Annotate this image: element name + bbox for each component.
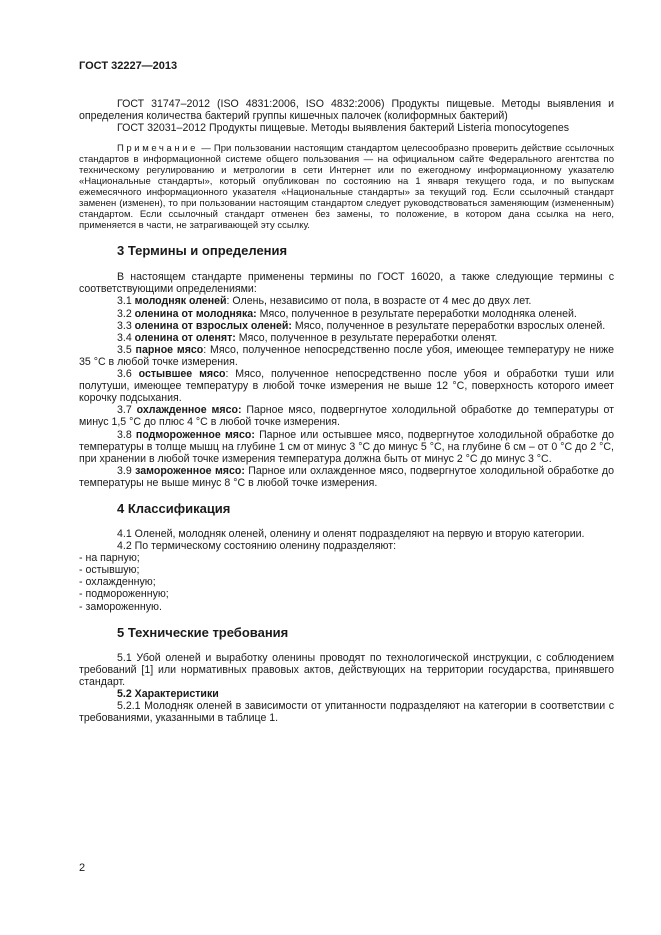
term-number: 3.5: [117, 343, 136, 356]
term-definition: [79, 320, 614, 332]
term-definition: [79, 332, 614, 344]
paragraph: 4.1 Оленей, молодняк оленей, оленину и оленят подразделяют на первую и вторую категории.: [117, 527, 585, 540]
term-text: Парное или остывшее мясо, подвергнутое холодильной обработке до температуры в толще мышц на глубине 1 см от минус 3 °С до минус 5 °С, на глубине 6 см – от 0 °С до 2 °С, при хранении в любой точке измерения температура должна быть от минус 2 °С до минус 3 °С.: [79, 428, 614, 465]
term-name: остывшее мясо: [138, 368, 226, 381]
term-text: Мясо, полученное в результате переработки взрослых оленей.: [291, 319, 606, 332]
term-name: оленина от оленят:: [134, 331, 236, 344]
subsection-heading: 5.2 Характеристики: [117, 687, 219, 700]
term-text: : Мясо, полученное непосредственно после убоя, имеющее температуру не ниже 35 °С в любой точке измерения.: [79, 343, 614, 368]
term-name: оленина от взрослых оленей:: [134, 319, 292, 332]
term-text: Мясо, полученное в результате переработки оленят.: [235, 331, 498, 344]
term-definition: [79, 429, 614, 465]
section-heading: 3 Термины и определения: [117, 243, 288, 259]
term-text: : Мясо, полученное непосредственно после убоя и обработки туши или полутуши, имеющее температуру в любой точке измерения не выше 12 °С, поверхность которого имеет корочку подсыхания.: [79, 368, 614, 405]
term-definition: [79, 465, 614, 489]
page-body: [79, 98, 614, 724]
term-name: оленина от молодняка:: [134, 307, 257, 320]
term-text: Парное или охлажденное мясо, подвергнутое холодильной обработке до температуры не выше минус 8 °С в любой точке измерения.: [79, 464, 614, 489]
page-number: 2: [79, 862, 86, 874]
note-paragraph: [79, 143, 614, 231]
section-heading: 4 Классификация: [117, 500, 231, 516]
term-definition: [79, 295, 614, 307]
term-number: 3.3: [117, 319, 135, 332]
list-item: - на парную;: [79, 552, 140, 565]
note-text: — При пользовании настоящим стандартом целесообразно проверить действие ссылочных стандартов в информационной системе общего пользования — на официальном сайте Федерального агентства по техническому регулированию и метрологии в сети Интернет или по ежегодному информационному указателю «Национальные стандарты», который опубликован по состоянию на 1 января текущего года, и по выпускам ежемесячного информационного указателя «Национальные стандарты» за текущий год. Если ссылочный стандарт заменен (изменен), то при пользовании настоящим стандартом следует руководствоваться заменяющим (измененным) стандартом. Если ссылочный стандарт отменен без замены, то положение, в котором дана ссылка на него, применяется в части, не затрагивающей эту ссылку.: [79, 143, 614, 232]
term-number: 3.6: [117, 368, 139, 381]
list-item: - охлажденную;: [79, 576, 156, 589]
normative-reference: ГОСТ 32031–2012 Продукты пищевые. Методы выявления бактерий Listeria monocytogenes: [117, 122, 570, 135]
term-name: парное мясо: [135, 343, 204, 356]
term-number: 3.7: [117, 404, 137, 417]
term-definition: [79, 344, 614, 368]
term-number: 3.2: [117, 307, 135, 320]
term-definition: [79, 308, 614, 320]
term-list: [79, 295, 614, 489]
paragraph: 5.1 Убой оленей и выработку оленины проводят по технологической инструкции, с соблюдением требований [1] или нормативных правовых актов, действующих на территории государства, принявшего стандарт.: [79, 651, 614, 688]
list-item: - подмороженную;: [79, 588, 169, 601]
term-number: 3.4: [117, 331, 135, 344]
paragraph: 5.2.1 Молодняк оленей в зависимости от упитанности подразделяют на категории в соответствии с требованиями, указанными в таблице 1.: [79, 700, 614, 725]
term-definition: [79, 368, 614, 404]
term-number: 3.1: [117, 295, 135, 308]
paragraph: 4.2 По термическому состоянию оленину подразделяют:: [117, 540, 397, 553]
section-heading: 5 Технические требования: [117, 624, 289, 640]
term-name: охлажденное мясо:: [136, 404, 242, 417]
list-item: - остывшую;: [79, 564, 140, 577]
term-text: Мясо, полученное в результате переработки молодняка оленей.: [256, 307, 577, 320]
normative-reference: ГОСТ 31747–2012 (ISO 4831:2006, ISO 4832:2006) Продукты пищевые. Методы выявления и определения количества бактерий группы кишечных палочек (колиформных бактерий): [79, 98, 614, 123]
term-text: Парное мясо, подвергнутое холодильной обработке до температуры от минус 1,5 °С до плюс 4 °С в любой точке измерения.: [79, 404, 614, 429]
term-number: 3.9: [117, 464, 136, 477]
note-label: Примечание: [117, 143, 198, 155]
term-name: замороженное мясо:: [135, 464, 245, 477]
term-name: подмороженное мясо:: [135, 428, 255, 441]
term-name: молодняк оленей: [134, 295, 227, 308]
term-definition: [79, 404, 614, 428]
section-intro: В настоящем стандарте применены термины по ГОСТ 16020, а также следующие термины с соответствующими определениями:: [79, 271, 614, 296]
list-item: - замороженную.: [79, 600, 162, 613]
document-header: ГОСТ 32227—2013: [79, 60, 178, 72]
term-number: 3.8: [117, 428, 136, 441]
term-text: : Олень, независимо от пола, в возрасте от 4 мес до двух лет.: [226, 295, 532, 308]
